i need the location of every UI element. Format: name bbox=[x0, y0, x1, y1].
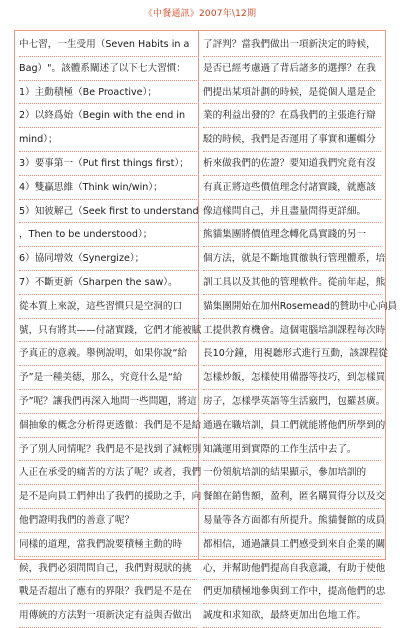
text-line: 個方法，就是不斷地貫徹執行管理體系，培 bbox=[203, 247, 381, 271]
text-line: 候，我們必須問問自己，我們對現狀的挑 bbox=[19, 557, 197, 581]
text-line: 心，并幫助他們提高自我意識，有助于使他 bbox=[203, 557, 381, 581]
page-frame bbox=[14, 30, 398, 622]
text-line: Bag）"。該體系闡述了以下七大習慣： bbox=[19, 57, 197, 81]
text-line: 中七習，一生受用（Seven Habits in a bbox=[19, 33, 197, 57]
text-line: 們更加積極地參與到工作中，提高他們的忠 bbox=[203, 580, 381, 604]
text-line: 一份領航培訓的結果顯示，參加培訓的 bbox=[203, 461, 381, 485]
text-line: 7）不斷更新（Sharpen the saw）。 bbox=[19, 271, 197, 295]
text-line: 用傳統的方法對一項新決定有益與否做出 bbox=[19, 604, 197, 628]
text-line: 了評判？當我們做出一項新決定的時候， bbox=[203, 33, 381, 57]
text-line: 訓工具以及其他的管理軟件。從前年起，熊 bbox=[203, 271, 381, 295]
text-line: 有真正將這些價值理念付諸實踐，就應該 bbox=[203, 176, 381, 200]
left-column bbox=[19, 33, 202, 622]
text-line: 予”是一種美德，那么，究竟什么是“給 bbox=[19, 366, 197, 390]
journal-header: 《中餐通訊》2007年\12期 bbox=[143, 9, 257, 19]
text-line: 業的利益出發的？在爲我們的主張進行辯 bbox=[203, 104, 381, 128]
text-line: 貓集團開始在加州Rosemead的贊助中心向員 bbox=[203, 295, 381, 319]
text-line: 通過在職培訓，員工們就能將他們所學到的 bbox=[203, 414, 381, 438]
text-line: 予真正的意義。舉例說明，如果你說“給 bbox=[19, 342, 197, 366]
text-line: 都相信，通過讓員工們感受到來自企業的關 bbox=[203, 533, 381, 557]
text-line: 怎樣炒飯，怎樣使用備器等技巧，到怎樣買 bbox=[203, 366, 381, 390]
text-line: 房子，怎樣學英語等生活竅門，包羅甚廣。 bbox=[203, 390, 381, 414]
text-line: 易量等各方面都有所提升。熊貓餐館的成員 bbox=[203, 509, 381, 533]
text-line: 是不是向員工們伸出了我們的援助之手，向 bbox=[19, 485, 197, 509]
text-line: 6）協同增效（Synergize）； bbox=[19, 247, 197, 271]
text-line: 誠度和求知欲，最終更加出色地工作。 bbox=[203, 604, 381, 628]
text-line: 予了別人同情呢？我們是不是找到了減輕別 bbox=[19, 438, 197, 462]
text-line: 3）要事第一（Put first things first）； bbox=[19, 152, 197, 176]
text-line: 是否已經考慮過了背后諸多的選擇？在我 bbox=[203, 57, 381, 81]
text-line: 1）主動積極（Be Proactive）； bbox=[19, 81, 197, 105]
text-line: 個抽象的概念分析得更透徹：我們是不是給 bbox=[19, 414, 197, 438]
text-line: 們提出某項計劃的時候，是從個人還是企 bbox=[203, 81, 381, 105]
text-line: 2）以終爲始（Begin with the end in bbox=[19, 104, 197, 128]
text-line: 析來做我們的佐證？要知道我們究竟有沒 bbox=[203, 152, 381, 176]
text-line: 知識運用到實際的工作生活中去了。 bbox=[203, 438, 381, 462]
right-column bbox=[203, 33, 398, 622]
text-line: 同樣的道理，當我們說要積極主動的時 bbox=[19, 533, 197, 557]
text-line: 長10分鐘，用視聽形式進行互動，該課程從 bbox=[203, 342, 381, 366]
column-divider bbox=[198, 31, 199, 559]
text-line: 戰是否超出了應有的界限？我們是不是在 bbox=[19, 580, 197, 604]
text-line: 人正在承受的痛苦的方法了呢？或者，我們 bbox=[19, 461, 197, 485]
text-line: 從本質上來說，這些習慣只是空洞的口 bbox=[19, 295, 197, 319]
text-line: 像這樣問自己，并且盡量問得更詳細。 bbox=[203, 200, 381, 224]
text-line: 4）雙贏思維（Think win/win）； bbox=[19, 176, 197, 200]
text-line: 餐館在銷售額，盈利，匿名購買得分以及交 bbox=[203, 485, 381, 509]
text-line: ，Then to be understood）； bbox=[19, 223, 197, 247]
text-line: 熊貓集團將價值理念轉化爲實踐的另一 bbox=[203, 223, 381, 247]
text-line: 工提供教育機會。這個電腦培訓課程每次時 bbox=[203, 319, 381, 343]
text-line: 予”呢？讓我們再深入地問一些問題，將這 bbox=[19, 390, 197, 414]
text-line: 號，只有將其——付諸實踐，它們才能被賦 bbox=[19, 319, 197, 343]
text-line: mind）； bbox=[19, 128, 197, 152]
text-line: 他們證明我們的善意了呢？ bbox=[19, 509, 197, 533]
text-line: 駁的時候，我們是否運用了事實和邏輯分 bbox=[203, 128, 381, 152]
text-line: 5）知彼解己（Seek first to understand bbox=[19, 200, 197, 224]
